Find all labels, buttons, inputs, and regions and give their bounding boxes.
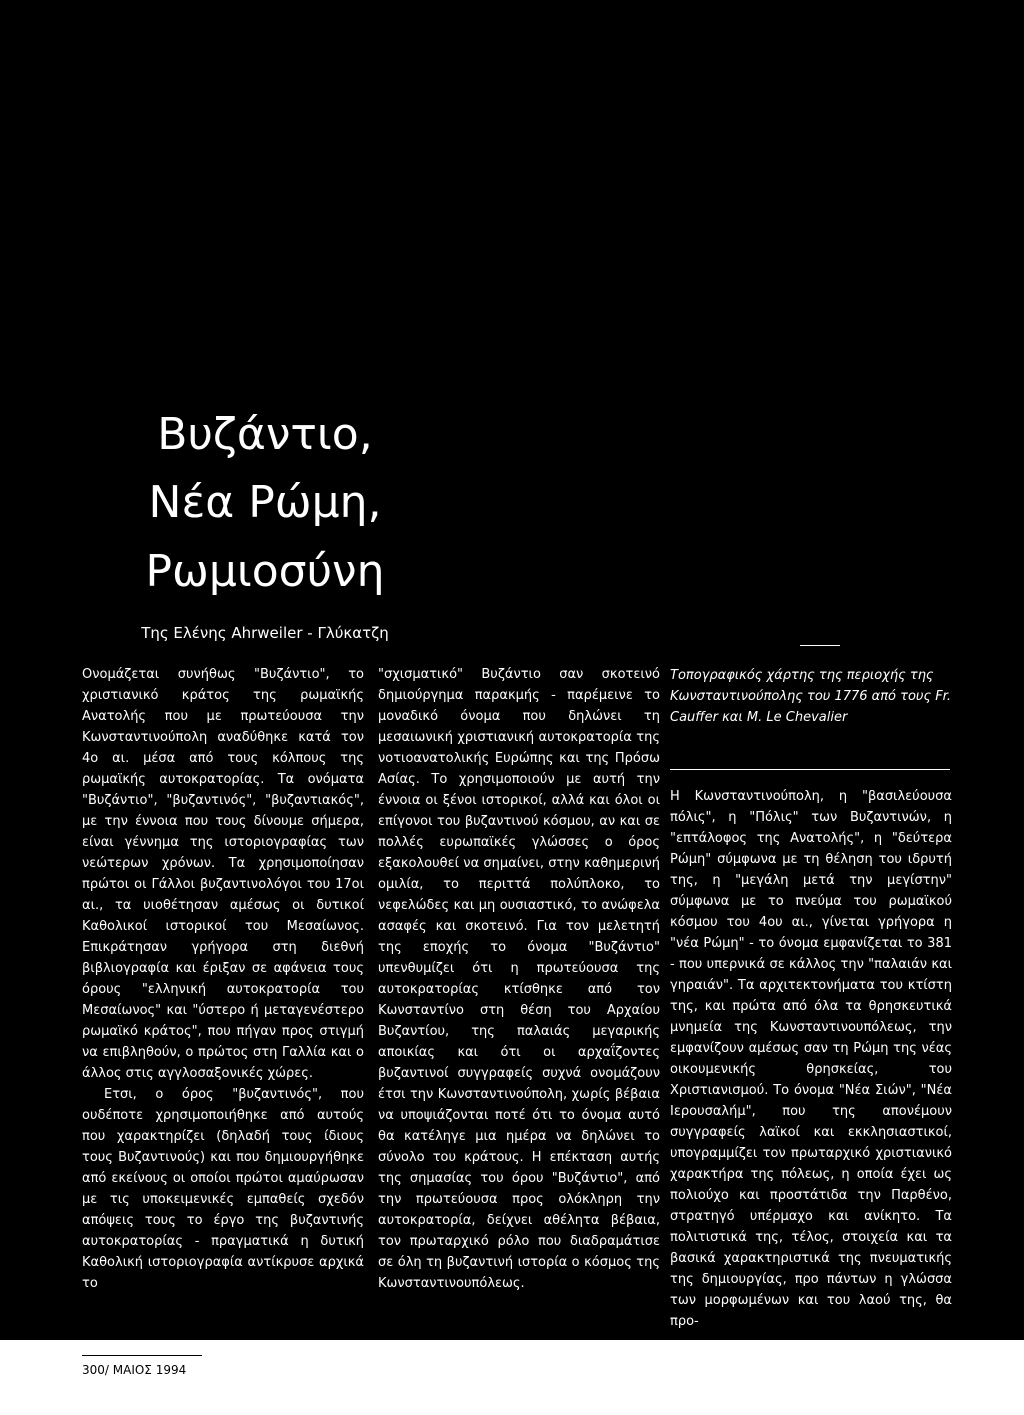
paragraph: Ετσι, ο όρος "βυζαντινός", που ουδέποτε χρησιμοποιήθηκε από αυτούς που χαρακτηρίζει (δηλαδή τους ίδιους τους Βυζαντινούς) και που δημιουργήθηκε από εκείνους οι οποίοι πρώτοι αμαύρωσαν με τις υποκειμενικές εμπαθείς σχεδόν απόψεις τους το έργο της βυζαντινής αυτοκρατορίας - πραγματικά η δυτική Καθολική ιστοριογραφία αντίκρυσε αρχικά το	[82, 1087, 364, 1291]
text-column-3	[670, 786, 952, 1332]
page-footer: 300/ ΜΑΙΟΣ 1994	[82, 1363, 187, 1377]
article-title-line-3: Ρωμιοσύνη	[145, 546, 385, 597]
text-column-2	[378, 664, 660, 1294]
article-title-line-2: Νέα Ρώμη,	[148, 477, 382, 528]
divider	[800, 645, 840, 646]
article-title-line-1: Βυζάντιο,	[157, 409, 373, 460]
text-column-1	[82, 664, 364, 1294]
article-byline: Της Ελένης Ahrweiler - Γλύκατζη	[141, 624, 389, 642]
map-caption: Τοπογραφικός χάρτης της περιοχής της Κωνσταντινούπολης του 1776 από τους Fr. Cauffer και Μ. Le Chevalier	[670, 668, 951, 725]
paragraph: Ονομάζεται συνήθως "Βυζάντιο", το χριστιανικό κράτος της ρωμαϊκής Ανατολής που με πρωτεύουσα την Κωνσταντινούπολη αναδύθηκε κατά τον 4ο αι. μέσα από τους κόλπους της ρωμαϊκής αυτοκρατορίας. Τα ονόματα "Βυζάντιο", "βυζαντινός", "βυζαντιακός", με την έννοια που τους δίνουμε σήμερα, είναι γέννημα της ιστοριογραφίας των νεώτερων χρόνων. Τα χρησιμοποίησαν πρώτοι οι Γάλλοι βυζαντινολόγοι του 17οι αι., τα υιοθέτησαν αμέσως οι δυτικοί Καθολικοί ιστορικοί του Μεσαίωνος. Επικράτησαν γρήγορα στη διεθνή βιβλιογραφία και έριξαν σε αφάνεια τους όρους "ελληνική αυτοκρατορία του Μεσαίωνος" και "ύστερο ή μεταγενέστερο ρωμαϊκό κράτος", που πήγαν προς στιγμή να επιβληθούν, ο πρώτος στη Γαλλία και ο άλλος στις αγγλοσαξονικές χώρες.	[82, 667, 364, 1081]
paragraph: Η Κωνσταντινούπολη, η "βασιλεύουσα πόλις", η "Πόλις" των Βυζαντινών, η "επτάλοφος της Ανατολής", η "δεύτερα Ρώμη" σύμφωνα με τη θέληση του ιδρυτή της, η "μεγάλη μετά την μεγίστην" σύμφωνα με το πνεύμα του ρωμαϊκού κόσμου του 4ου αι., γίνεται γρήγορα η "νέα Ρώμη" - το όνομα εμφανίζεται το 381 - που υπερνικά σε κάλλος την "παλαιάν και γηραιάν". Τα αρχιτεκτονήματα του κτίστη της, και πρώτα από όλα τα θρησκευτικά μνημεία της Κωνσταντινουπόλεως, την εμφανίζουν αμέσως σαν τη Ρώμη της νέας οικουμενικής θρησκείας, του Χριστιανισμού. Το όνομα "Νέα Σιών", "Νέα Ιερουσαλήμ", που της απονέμουν συγγραφείς λαϊκοί και εκκλησιαστικοί, υπογραμμίζει τον πρωταρχικό χριστιανικό χαρακτήρα της πόλεως, η οποία έχει ως πολιούχο και προστάτιδα την Παρθένο, στρατηγό υπέρμαχο και ανίκητο. Τα πολιτιστικά της, τέλος, στοιχεία και τα βασικά χαρακτηριστικά της πνευματικής της δημιουργίας, προ πάντων η γλώσσα των μορφωμένων και του λαού της, θα προ-	[670, 789, 952, 1329]
paragraph: "σχισματικό" Βυζάντιο σαν σκοτεινό δημιούργημα παρακμής - παρέμεινε το μοναδικό όνομα που δηλώνει τη μεσαιωνική χριστιανική αυτοκρατορία της νοτιοανατολικής Ευρώπης και της Πρόσω Ασίας. Το χρησιμοποιούν με αυτή την έννοια οι ξένοι ιστορικοί, αλλά και όλοι οι επίγονοι του βυζαντινού κόσμου, αν και σε πολλές ευρωπαϊκές γλώσσες ο όρος εξακολουθεί να σημαίνει, στην καθημερινή ομιλία, το περιττά πολύπλοκο, το νεφελώδες και μη ουσιαστικό, το ανώφελα ασαφές και σκοτεινό. Για τον μελετητή της εποχής το όνομα "Βυζάντιο" υπενθυμίζει ότι η πρωτεύουσα της αυτοκρατορίας κτίσθηκε από τον Κωνσταντίνο στη θέση του Αρχαίου Βυζαντίου, της παλαιάς μεγαρικής αποικίας και ότι οι αρχαΐζοντες βυζαντινοί συγγραφείς συχνά ονομάζουν έτσι την Κωνσταντινούπολη, χωρίς βέβαια να υποψιάζονται ποτέ ότι το όνομα αυτό θα κατέληγε μια ημέρα να δηλώνει το σύνολο του κράτους. Η επέκταση αυτής της σημασίας του όρου "Βυζάντιο", από την πρωτεύουσα προς ολόκληρη την αυτοκρατορία, δείχνει αθέλητα βέβαια, τον πρωταρχικό ρόλο που διαδραμάτισε σε όλη τη βυζαντινή ιστορία ο κόσμος της Κωνσταντινουπόλεως.	[378, 667, 660, 1291]
caption-divider	[670, 769, 950, 770]
footer-divider	[82, 1355, 202, 1356]
